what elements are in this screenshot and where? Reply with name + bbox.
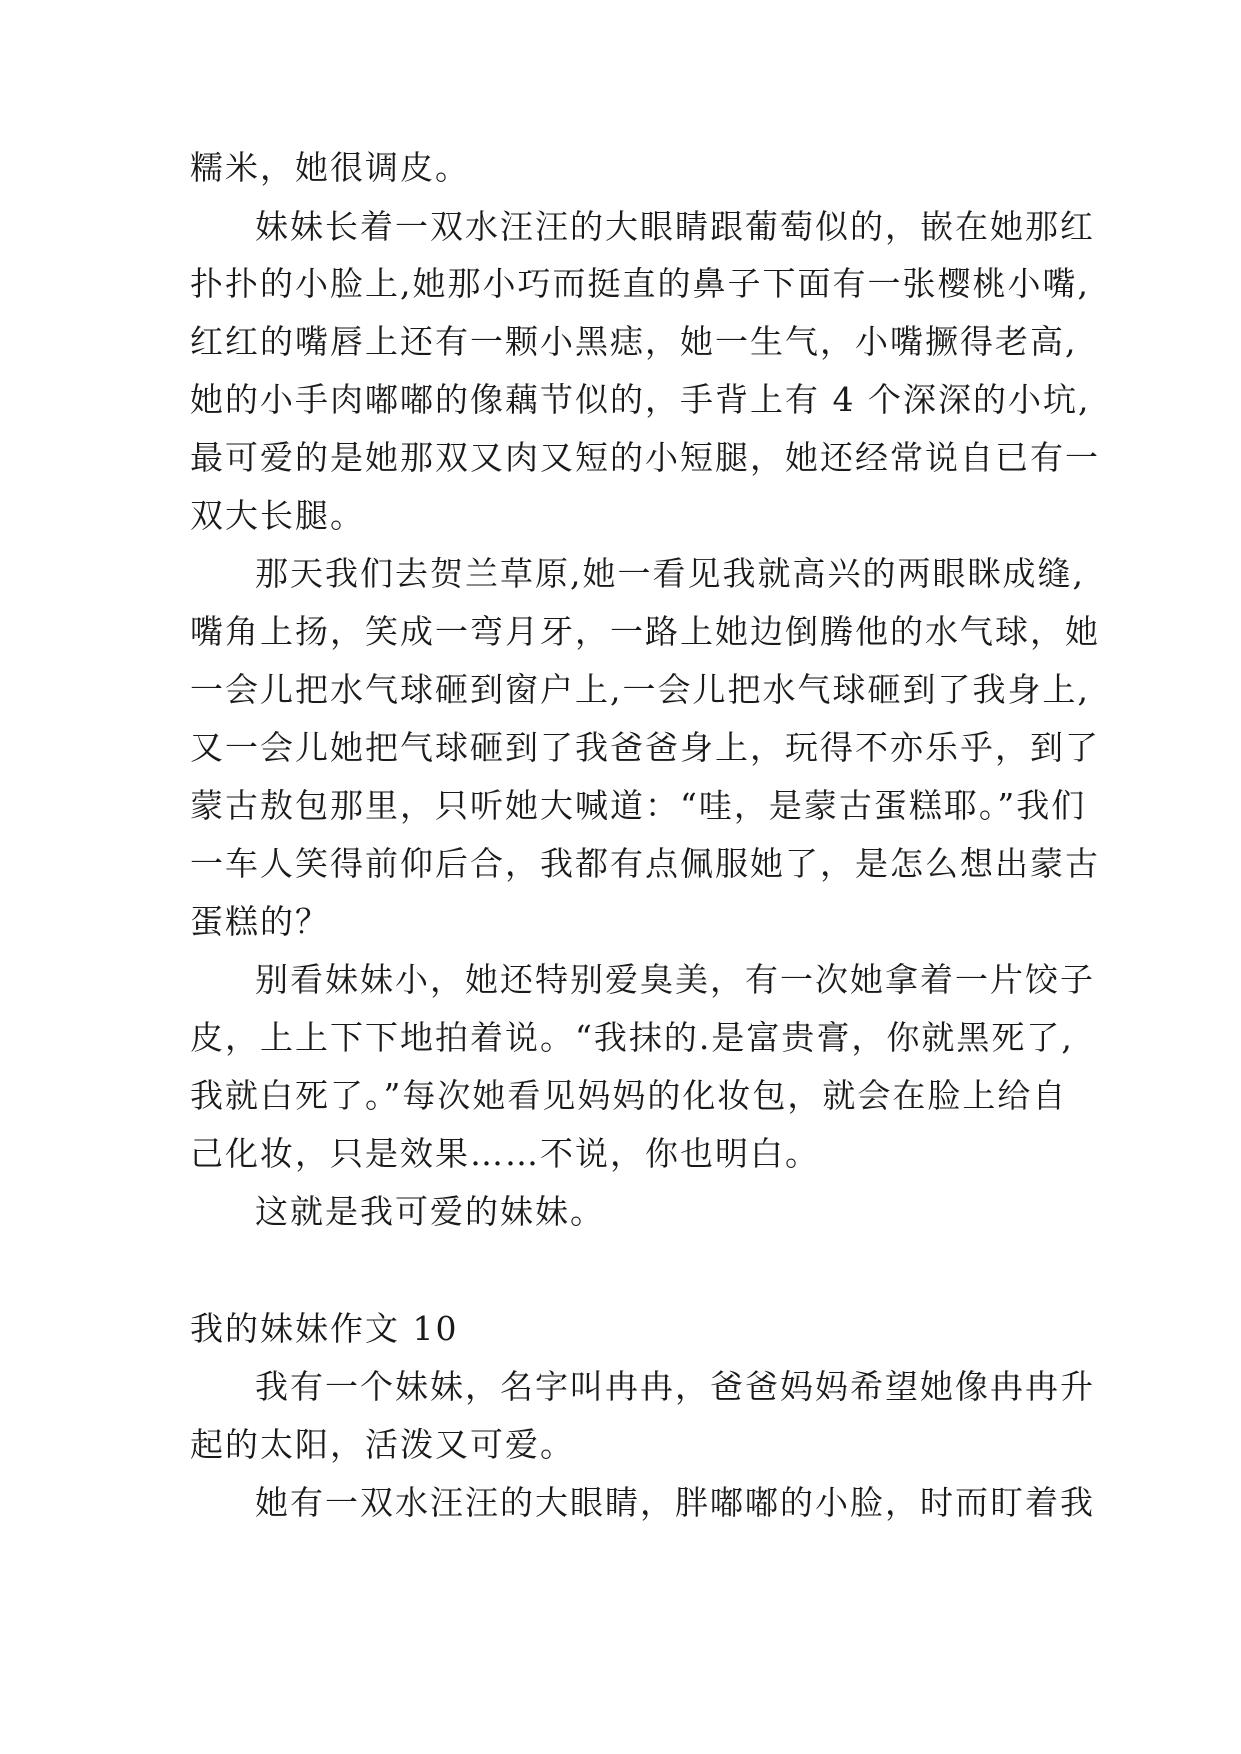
- text-line: 她的小手肉嘟嘟的像藕节似的，手背上有 4 个深深的小坑,: [190, 380, 1091, 419]
- text-line: 己化妆，只是效果……不说，你也明白。: [190, 1134, 820, 1173]
- text-line: 一车人笑得前仰后合，我都有点佩服她了，是怎么想出蒙古: [190, 844, 1100, 883]
- text-line: 皮，上上下下地拍着说。“我抹的.是富贵膏，你就黑死了,: [190, 1018, 1074, 1057]
- text-line: 糯米，她很调皮。: [190, 148, 470, 187]
- text-line: 最可爱的是她那双又肉又短的小短腿，她还经常说自已有一: [190, 438, 1100, 477]
- text-line: 红红的嘴唇上还有一颗小黑痣，她一生气，小嘴撅得老高,: [190, 322, 1078, 361]
- paragraph-start-line: 她有一双水汪汪的大眼睛，胖嘟嘟的小脸，时而盯着我: [255, 1483, 1095, 1522]
- text-line: 双大长腿。: [190, 496, 365, 535]
- text-line: 起的太阳，活泼又可爱。: [190, 1425, 575, 1464]
- text-line: 嘴角上扬，笑成一弯月牙，一路上她边倒腾他的水气球，她: [190, 612, 1100, 651]
- section-heading: 我的妹妹作文 10: [190, 1309, 459, 1348]
- paragraph-start-line: 妹妹长着一双水汪汪的大眼睛跟葡萄似的，嵌在她那红: [255, 207, 1095, 246]
- paragraph-start-line: 别看妹妹小，她还特别爱臭美，有一次她拿着一片饺子: [255, 960, 1095, 999]
- text-line: 蒙古敖包那里，只听她大喊道：“哇，是蒙古蛋糕耶。”我们: [190, 786, 1087, 825]
- text-line: 蛋糕的？: [190, 902, 330, 941]
- text-line: 又一会儿她把气球砸到了我爸爸身上，玩得不亦乐乎，到了: [190, 728, 1100, 767]
- text-line: 我就白死了。”每次她看见妈妈的化妆包，就会在脸上给自: [190, 1076, 1068, 1115]
- paragraph-start-line: 这就是我可爱的妹妹。: [255, 1192, 605, 1231]
- text-line: 一会儿把水气球砸到窗户上,一会儿把水气球砸到了我身上,: [190, 670, 1090, 709]
- text-line: 扑扑的小脸上,她那小巧而挺直的鼻子下面有一张樱桃小嘴,: [190, 264, 1090, 303]
- paragraph-start-line: 那天我们去贺兰草原,她一看见我就高兴的两眼眯成缝,: [255, 554, 1085, 593]
- paragraph-start-line: 我有一个妹妹，名字叫冉冉，爸爸妈妈希望她像冉冉升: [255, 1367, 1095, 1406]
